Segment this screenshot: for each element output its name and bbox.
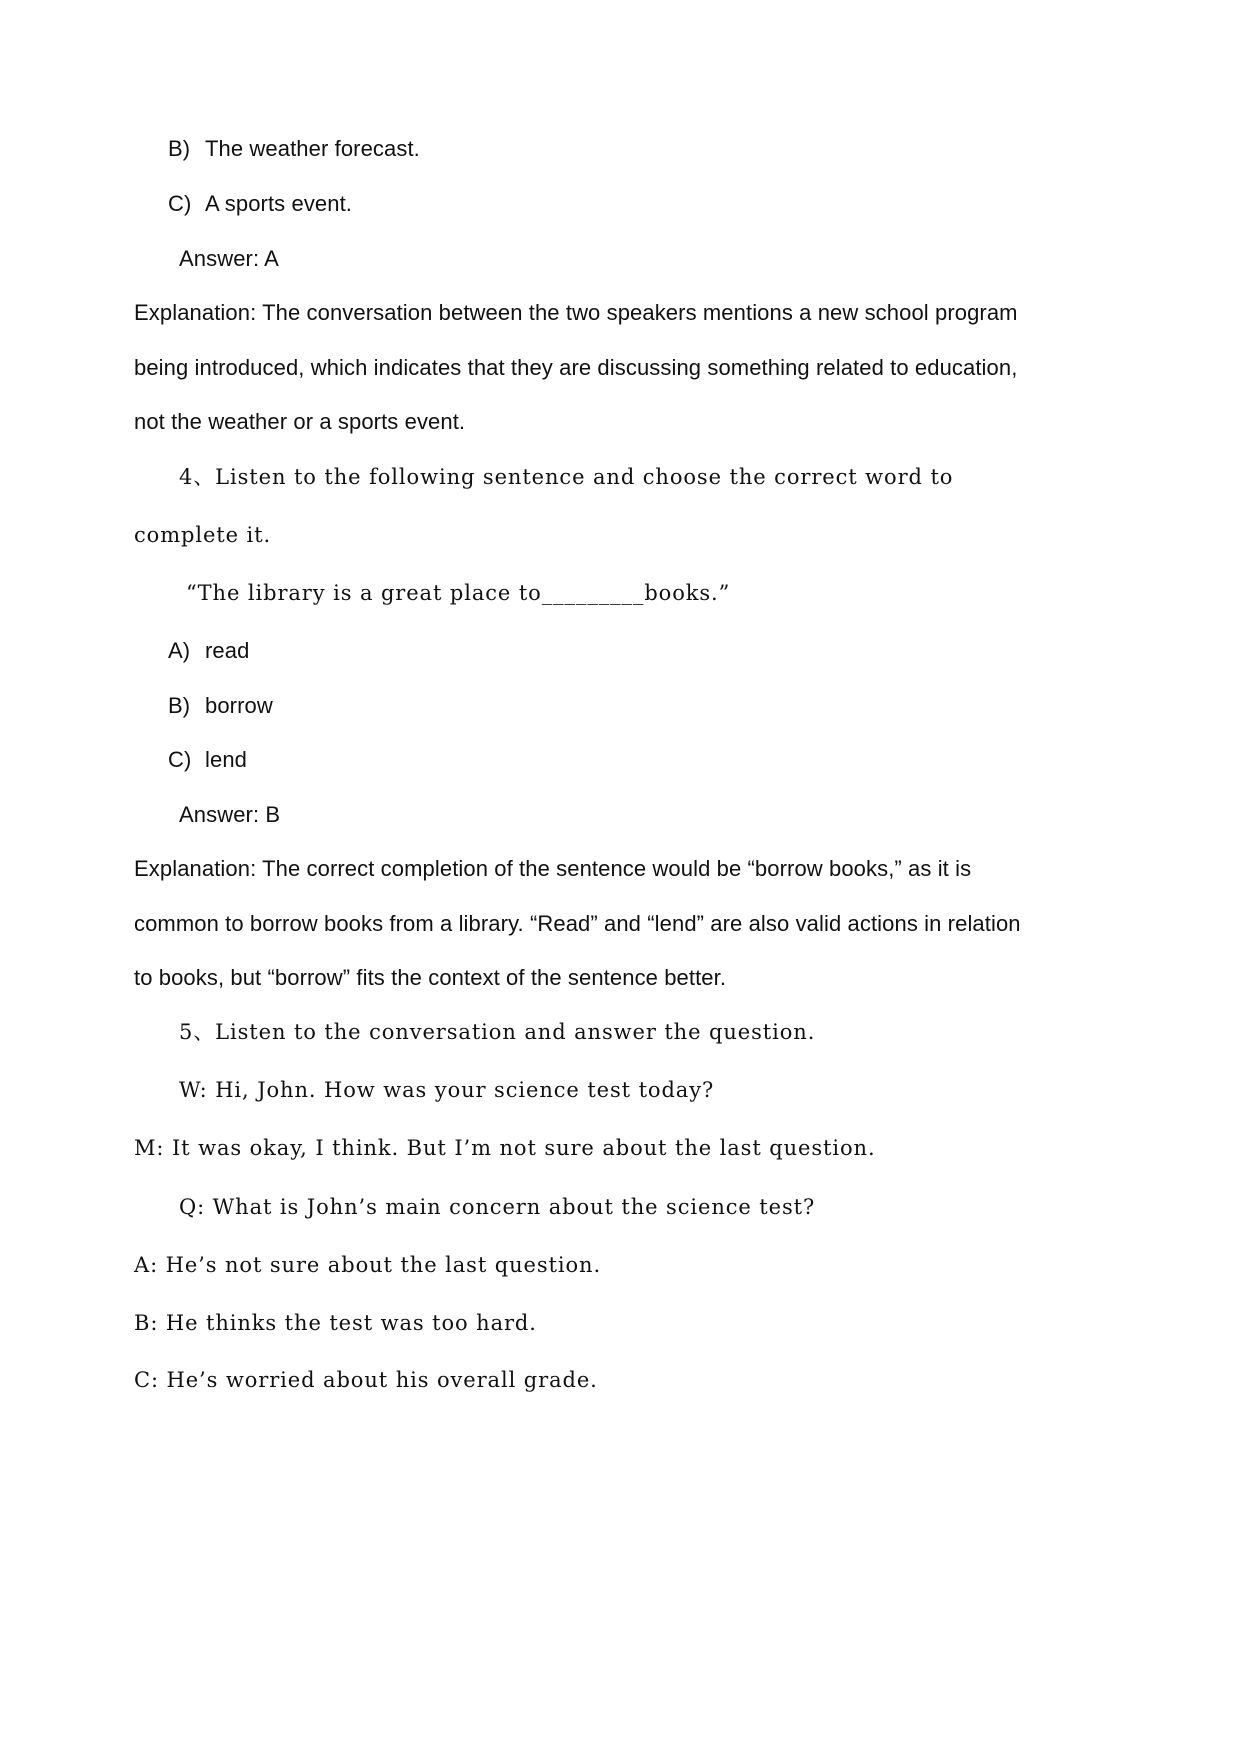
q4-prompt-line-2: complete it. [134, 523, 272, 547]
option-text: borrow [205, 693, 273, 718]
q3-explanation-line-2: being introduced, which indicates that they are discussing something related to education, [134, 355, 1018, 380]
q4-explanation-line-3: to books, but “borrow” fits the context of the sentence better. [134, 965, 727, 990]
q3-explanation-line-1: Explanation: The conversation between the two speakers mentions a new school program [134, 300, 1018, 325]
q5-dialogue-woman: W: Hi, John. How was your science test today? [179, 1078, 715, 1102]
q3-answer: Answer: A [179, 246, 279, 271]
q5-option-b: B: He thinks the test was too hard. [134, 1311, 537, 1335]
q4-option-a [168, 640, 249, 662]
q5-dialogue-man: M: It was okay, I think. But I’m not sure about the last question. [134, 1136, 876, 1160]
q4-answer: Answer: B [179, 802, 281, 827]
option-text: The weather forecast. [205, 136, 420, 161]
option-letter: A) [168, 638, 191, 663]
q4-option-b [168, 695, 273, 717]
q4-explanation-line-2: common to borrow books from a library. “Read” and “lend” are also valid actions in relation [134, 911, 1021, 936]
option-text: A sports event. [205, 191, 353, 216]
option-letter: C) [168, 747, 192, 772]
q5-prompt: 5、Listen to the conversation and answer the question. [179, 1020, 816, 1044]
q3-option-b [168, 138, 420, 160]
option-letter: B) [168, 693, 191, 718]
q3-explanation-line-3: not the weather or a sports event. [134, 409, 466, 434]
option-letter: C) [168, 191, 192, 216]
q3-option-c [168, 193, 352, 215]
option-text: read [205, 638, 250, 663]
q5-option-c: C: He’s worried about his overall grade. [134, 1368, 598, 1392]
q4-explanation-line-1: Explanation: The correct completion of the sentence would be “borrow books,” as it is [134, 856, 972, 881]
q4-sentence: “The library is a great place to_________books.” [186, 581, 731, 605]
q4-prompt-line-1: 4、Listen to the following sentence and choose the correct word to [179, 465, 954, 489]
option-text: lend [205, 747, 247, 772]
option-letter: B) [168, 136, 191, 161]
q5-option-a: A: He’s not sure about the last question. [134, 1253, 602, 1277]
q5-question: Q: What is John’s main concern about the science test? [179, 1195, 816, 1219]
q4-option-c [168, 749, 247, 771]
